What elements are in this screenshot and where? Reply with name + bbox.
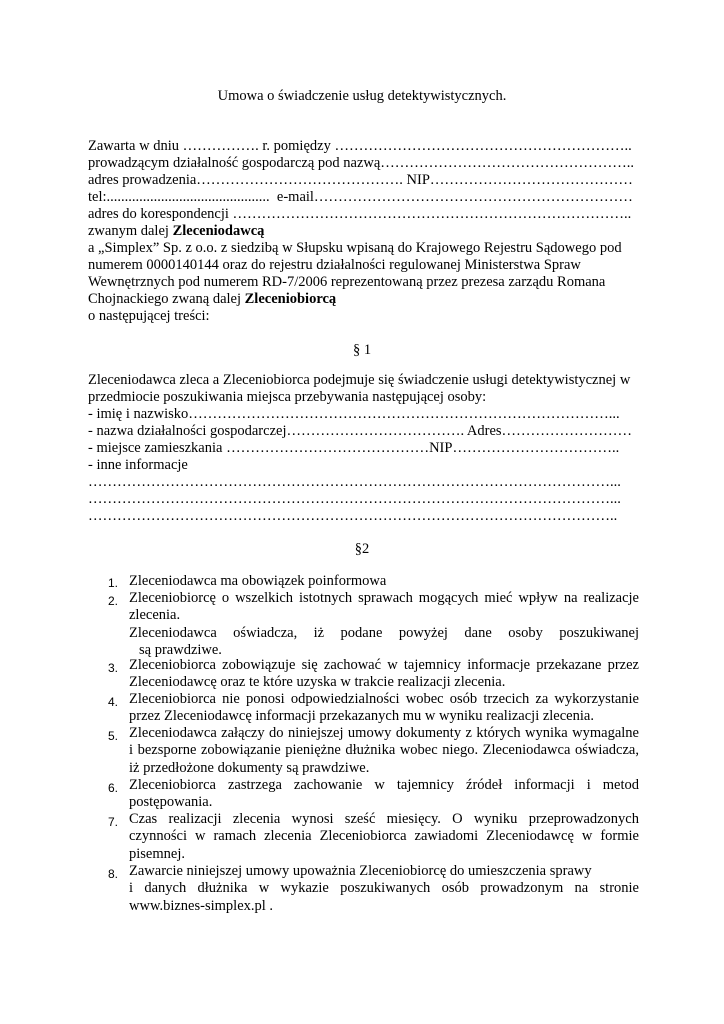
- list-item: [129, 590, 639, 659]
- contractor-alias-prefix: Chojnackiego zwaną dalej: [88, 291, 245, 307]
- list-item-text: www.biznes-simplex.pl .: [129, 897, 274, 914]
- header-line-address-nip: adres prowadzenia……………………………………. NIP……………………………………: [88, 172, 633, 188]
- list-item-text: zlecenia.: [129, 607, 181, 624]
- list-item-text: Zawarcie niniejszej umowy upoważnia Zleceniobiorcę do umieszczenia sprawy: [129, 863, 592, 879]
- list-item-text: iż przedłożone dokumenty są prawdziwe.: [129, 759, 370, 776]
- contractor-alias-bold: Zleceniobiorcą: [244, 291, 337, 307]
- list-item-text: przez Zleceniodawcę informacji przekazanych mu w wyniku realizacji zlecenia.: [129, 708, 594, 725]
- list-item-number: 5.: [108, 729, 119, 743]
- list-item-text: pisemnej.: [129, 845, 185, 862]
- header-line-date: Zawarta w dniu ……………. r. pomiędzy ……………………………………………………..: [88, 138, 632, 154]
- header-line-contractor-3: Wewnętrznych pod numerem RD-7/2006 reprezentowaną przez prezesa zarządu Romana: [88, 274, 606, 290]
- client-alias-prefix: zwanym dalej: [88, 223, 173, 239]
- list-item: [129, 691, 639, 726]
- list-item-text: Zleceniobiorca zastrzega zachowanie w tajemnicy źródeł informacji i metod: [129, 777, 639, 793]
- list-item-text: Zleceniodawca ma obowiązek poinformowa: [129, 573, 387, 589]
- list-item: [129, 657, 639, 692]
- header-line-correspondence: adres do korespondencji ………………………………………………………………………..: [88, 206, 632, 222]
- list-item-text: Zleceniobiorca zobowiązuje się zachować w tajemnicy informacje przekazane przez: [129, 657, 639, 673]
- list-item-text: czynności w ramach zlecenia Zleceniobiorca zawiadomi Zleceniodawcę w formie: [129, 828, 639, 845]
- list-item: [129, 811, 639, 863]
- list-item-text: Zleceniodawcę oraz te które uzyska w trakcie realizacji zlecenia.: [129, 674, 506, 691]
- list-item-number: 8.: [108, 867, 119, 881]
- list-item: [129, 863, 639, 915]
- list-item-text: są prawdziwe.: [139, 641, 222, 658]
- list-item-number: 1.: [108, 576, 119, 590]
- list-item-number: 3.: [108, 661, 119, 675]
- list-item: [129, 573, 639, 590]
- list-item-text: i bezsporne zobowiązanie pieniężne dłużnika wobec niego. Zleceniodawca oświadcza,: [129, 742, 639, 759]
- section-1-dotted-line: ………………………………………………………………………………………………...: [88, 474, 621, 490]
- list-item-text: Zleceniobiorca nie ponosi odpowiedzialności wobec osób trzecich za wykorzystanie: [129, 691, 639, 707]
- list-item-number: 4.: [108, 695, 119, 709]
- list-item-text: Czas realizacji zlecenia wynosi sześć miesięcy. O wyniku przeprowadzonych: [129, 811, 639, 827]
- list-item-text: Zleceniodawca oświadcza, iż podane powyżej dane osoby poszukiwanej: [129, 624, 639, 641]
- section-1-field-residence: - miejsce zamieszkania ……………………………………NIP……………………………..: [88, 440, 620, 456]
- list-item-number: 6.: [108, 781, 119, 795]
- list-item-text: Zleceniobiorcę o wszelkich istotnych sprawach mogących mieć wpływ na realizacje: [129, 590, 639, 606]
- header-line-client-alias: [88, 223, 264, 240]
- section-2-heading: §2: [354, 541, 370, 557]
- section-1-field-business: - nazwa działalności gospodarczej………………………………. Adres………………………: [88, 423, 633, 439]
- document-title: Umowa o świadczenie usług detektywistycznych.: [217, 88, 507, 104]
- list-item-number: 2.: [108, 594, 119, 608]
- header-line-business-name: prowadzącym działalność gospodarczą pod nazwą……………………………………………..: [88, 155, 635, 171]
- list-item-text: postępowania.: [129, 794, 213, 811]
- header-line-contractor-alias: [88, 291, 336, 308]
- list-item: [129, 725, 639, 777]
- list-item-text: Zleceniodawca załączy do niniejszej umowy dokumenty z których wynika wymagalne: [129, 725, 639, 741]
- list-item-text: i danych dłużnika w wykazie poszukiwanych osób prowadzonym na stronie: [129, 880, 639, 897]
- section-1-dotted-line: ………………………………………………………………………………………………..: [88, 508, 618, 524]
- section-1-line: Zleceniodawca zleca a Zleceniobiorca podejmuje się świadczenie usługi detektywistycznej w: [88, 372, 631, 388]
- section-1-dotted-line: ………………………………………………………………………………………………...: [88, 491, 621, 507]
- section-1-line: przedmiocie poszukiwania miejsca przebywania następującej osoby:: [88, 389, 487, 405]
- client-alias-bold: Zleceniodawcą: [172, 223, 265, 239]
- header-line-contractor-2: numerem 0000140144 oraz do rejestru działalności regulowanej Ministerstwa Spraw: [88, 257, 581, 273]
- header-line-contractor-1: a „Simplex” Sp. z o.o. z siedzibą w Słupsku wpisaną do Krajowego Rejestru Sądowego pod: [88, 240, 622, 256]
- list-item: [129, 777, 639, 812]
- section-1-heading: § 1: [352, 342, 372, 358]
- list-item-number: 7.: [108, 815, 119, 829]
- section-1-field-name: - imię i nazwisko……………………………………………………………………………...: [88, 406, 620, 422]
- section-1-field-other: - inne informacje: [88, 457, 188, 473]
- header-line-content: o następującej treści:: [88, 308, 210, 324]
- header-line-tel-email: tel:............................................. e-mail…………………………………………………………: [88, 189, 633, 205]
